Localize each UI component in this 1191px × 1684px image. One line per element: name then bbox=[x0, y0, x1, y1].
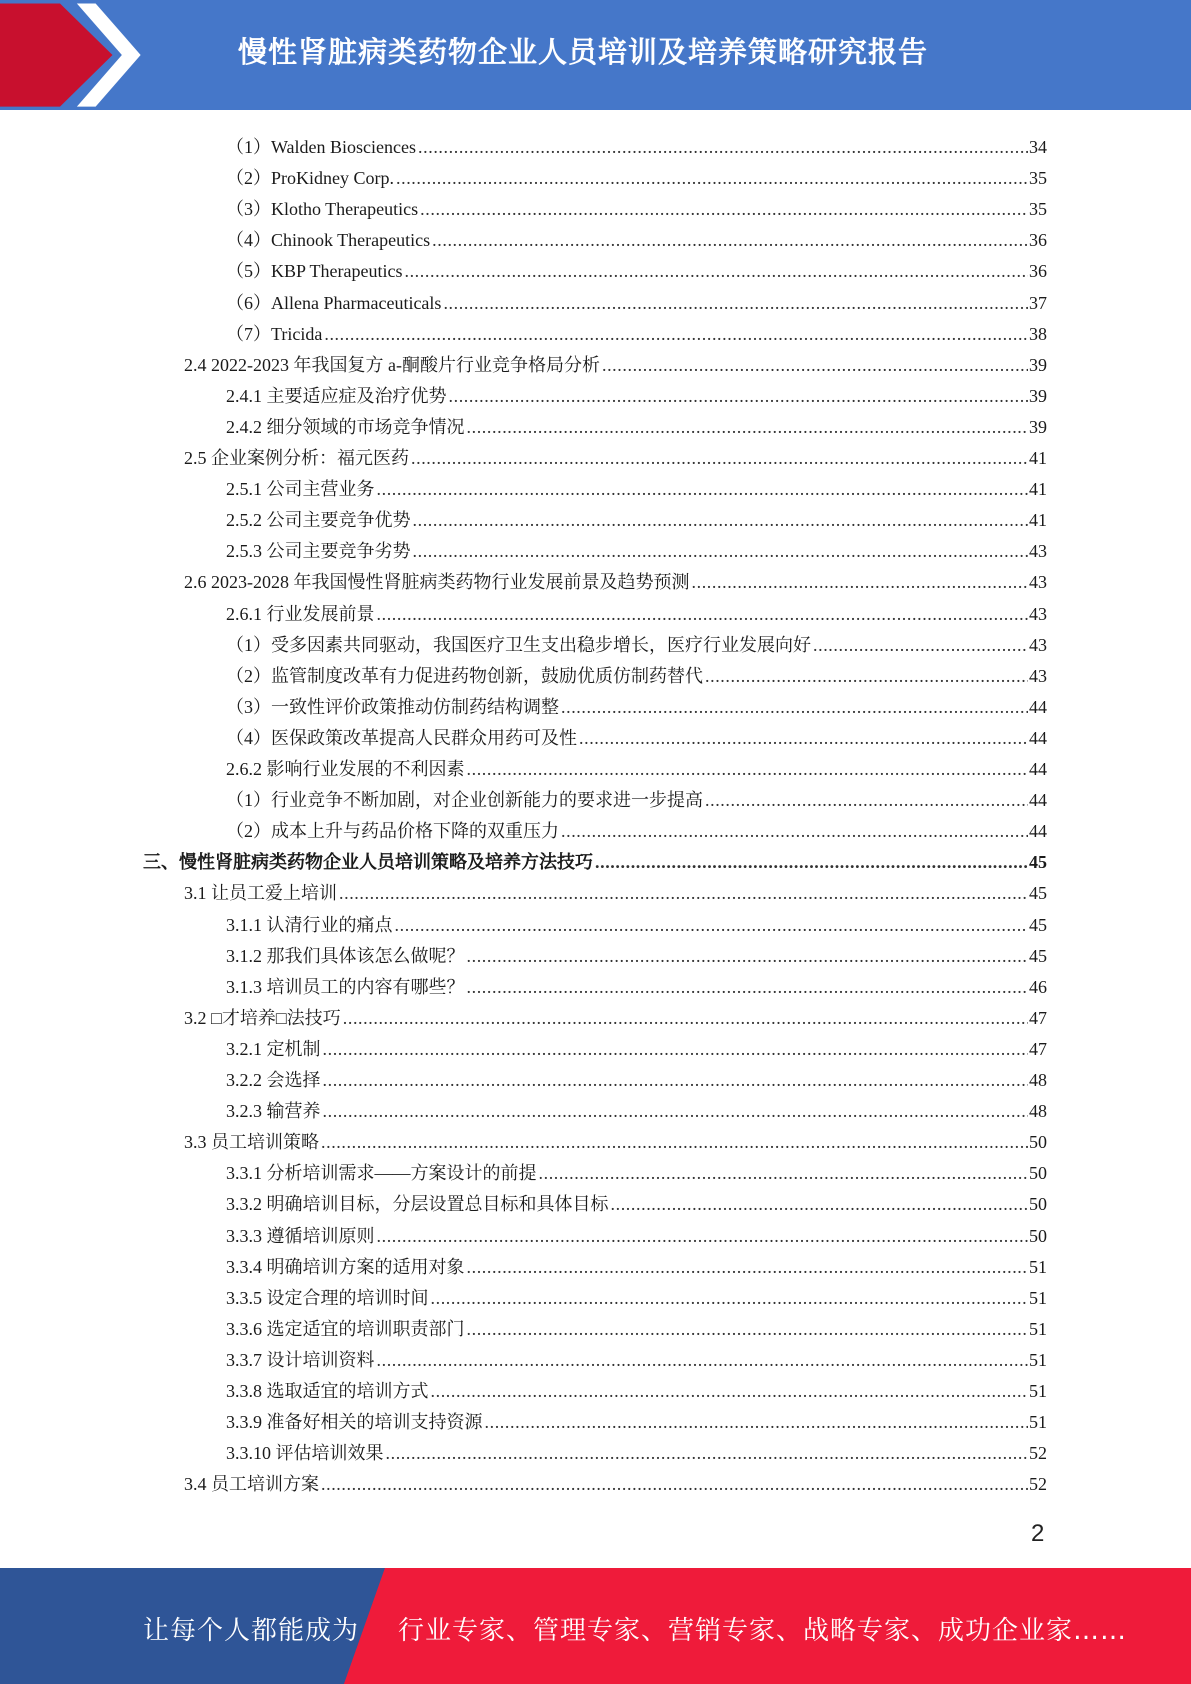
toc-entry-page: 45 bbox=[1029, 914, 1047, 935]
toc-entry[interactable] bbox=[226, 625, 1047, 656]
toc-entry[interactable] bbox=[226, 1402, 1047, 1433]
toc-entry-page: 52 bbox=[1029, 1474, 1047, 1495]
toc-entry-page: 51 bbox=[1029, 1318, 1047, 1339]
toc-dot-leader bbox=[413, 540, 1029, 562]
toc-entry[interactable] bbox=[184, 438, 1047, 469]
toc-entry[interactable] bbox=[226, 594, 1047, 625]
toc-entry[interactable] bbox=[226, 967, 1047, 998]
toc-entry-label: （4）医保政策改革提高人民群众用药可及性 bbox=[226, 727, 577, 748]
toc-entry-page: 45 bbox=[1029, 852, 1047, 873]
toc-entry[interactable] bbox=[226, 1153, 1047, 1184]
toc-entry-label: 3.3.8 选取适宜的培训方式 bbox=[226, 1381, 429, 1401]
toc-entry-page: 43 bbox=[1029, 603, 1047, 624]
toc-entry[interactable] bbox=[184, 1464, 1047, 1495]
toc-entry-label: 3.3.9 准备好相关的培训支持资源 bbox=[226, 1412, 483, 1433]
toc-dot-leader bbox=[467, 416, 1029, 438]
toc-entry-label: 2.5.1 公司主营业务 bbox=[226, 479, 375, 500]
toc-entry[interactable] bbox=[226, 251, 1047, 282]
toc-entry[interactable] bbox=[226, 1247, 1047, 1278]
toc-entry-label: （1）Walden Biosciences bbox=[226, 137, 417, 157]
toc-entry-label: （4）Chinook Therapeutics bbox=[226, 230, 431, 251]
report-title: 慢性肾脏病类药物企业人员培训及培养策略研究报告 bbox=[238, 35, 929, 69]
toc-dot-leader bbox=[323, 1038, 1029, 1060]
toc-entry-page: 39 bbox=[1029, 354, 1047, 375]
toc-dot-leader bbox=[323, 1069, 1029, 1091]
toc-dot-leader bbox=[467, 758, 1029, 780]
toc-entry[interactable] bbox=[226, 283, 1047, 314]
toc-dot-leader bbox=[432, 229, 1028, 251]
toc-entry-label: 2.5 企业案例分析：福元医药 bbox=[184, 448, 409, 468]
footer-slogan-right: 行业专家、管理专家、营销专家、战略专家、成功企业家…… bbox=[398, 1616, 1128, 1646]
page-number: 2 bbox=[1031, 1520, 1045, 1547]
toc-entry-page: 50 bbox=[1029, 1132, 1047, 1153]
toc-entry-label: （7）Tricida bbox=[226, 323, 323, 344]
toc-entry-page: 44 bbox=[1029, 821, 1047, 842]
toc-entry[interactable] bbox=[226, 407, 1047, 438]
toc-entry-label: （6）Allena Pharmaceuticals bbox=[226, 292, 442, 313]
toc-dot-leader bbox=[467, 945, 1029, 967]
footer-slogan-left: 让每个人都能成为 bbox=[143, 1616, 360, 1646]
toc-entry-label: 3.3.10 评估培训效果 bbox=[226, 1443, 384, 1464]
toc-entry-page: 34 bbox=[1029, 137, 1047, 157]
toc-entry-page: 38 bbox=[1029, 323, 1047, 344]
toc-entry[interactable] bbox=[226, 687, 1047, 718]
toc-entry-page: 44 bbox=[1029, 727, 1047, 748]
toc-entry-label: （1）行业竞争不断加剧，对企业创新能力的要求进一步提高 bbox=[226, 790, 703, 811]
toc-entry-page: 45 bbox=[1029, 883, 1047, 904]
toc-entry-page: 43 bbox=[1029, 541, 1047, 562]
toc-entry[interactable] bbox=[226, 189, 1047, 220]
toc-entry-label: 3.2.1 定机制 bbox=[226, 1038, 321, 1059]
toc-dot-leader bbox=[404, 260, 1028, 282]
toc-entry-label: 三、慢性肾脏病类药物企业人员培训策略及培养方法技巧 bbox=[143, 852, 593, 873]
toc-entry[interactable] bbox=[184, 998, 1047, 1029]
toc-dot-leader bbox=[431, 1380, 1029, 1402]
toc-entry-label: 3.2.3 输营养 bbox=[226, 1101, 321, 1122]
toc-entry-page: 44 bbox=[1029, 759, 1047, 779]
toc-entry[interactable] bbox=[226, 1216, 1047, 1247]
toc-entry-page: 50 bbox=[1029, 1194, 1047, 1215]
toc-entry[interactable] bbox=[226, 1278, 1047, 1309]
toc-entry-label: 3.1 让员工爱上培训 bbox=[184, 883, 337, 904]
toc-dot-leader bbox=[705, 789, 1028, 811]
toc-dot-leader bbox=[324, 323, 1028, 345]
toc-dot-leader bbox=[396, 167, 1028, 189]
toc-entry-label: 3.3.2 明确培训目标，分层设置总目标和具体目标 bbox=[226, 1194, 609, 1215]
toc-entry[interactable] bbox=[226, 718, 1047, 749]
toc-entry[interactable] bbox=[226, 936, 1047, 967]
toc-dot-leader bbox=[539, 1162, 1029, 1184]
toc-entry-label: 2.4 2022-2023 年我国复方 a-酮酸片行业竞争格局分析 bbox=[184, 354, 600, 375]
toc-entry[interactable] bbox=[226, 656, 1047, 687]
toc-entry-label: 2.4.2 细分领域的市场竞争情况 bbox=[226, 416, 465, 437]
toc-entry[interactable] bbox=[226, 749, 1047, 780]
toc-entry[interactable] bbox=[226, 127, 1047, 158]
page-footer bbox=[0, 1568, 1191, 1684]
toc-entry-label: 2.6.2 影响行业发展的不利因素 bbox=[226, 759, 465, 779]
toc-dot-leader bbox=[377, 1349, 1029, 1371]
toc-entry[interactable] bbox=[226, 1433, 1047, 1464]
toc-entry-page: 50 bbox=[1029, 1163, 1047, 1184]
toc-entry-label: 3.3.7 设计培训资料 bbox=[226, 1349, 375, 1370]
toc-entry-page: 51 bbox=[1029, 1349, 1047, 1370]
toc-dot-leader bbox=[321, 1131, 1028, 1153]
toc-entry[interactable] bbox=[184, 562, 1047, 593]
toc-dot-leader bbox=[467, 976, 1029, 998]
toc-dot-leader bbox=[449, 385, 1029, 407]
toc-entry[interactable] bbox=[226, 220, 1047, 251]
toc-entry-page: 36 bbox=[1029, 261, 1047, 282]
toc-entry[interactable] bbox=[226, 376, 1047, 407]
toc-dot-leader bbox=[395, 914, 1029, 936]
toc-entry[interactable] bbox=[226, 158, 1047, 189]
toc-entry-page: 43 bbox=[1029, 634, 1047, 655]
toc-dot-leader bbox=[595, 851, 1028, 873]
toc-dot-leader bbox=[418, 136, 1028, 158]
toc-entry-label: 3.2.2 会选择 bbox=[226, 1070, 321, 1090]
toc-entry-label: 2.6.1 行业发展前景 bbox=[226, 603, 375, 624]
toc-entry-page: 50 bbox=[1029, 1225, 1047, 1246]
toc-entry-label: （3）一致性评价政策推动仿制药结构调整 bbox=[226, 696, 559, 717]
toc-entry-page: 47 bbox=[1029, 1038, 1047, 1059]
toc-entry[interactable] bbox=[226, 1309, 1047, 1340]
toc-entry-page: 51 bbox=[1029, 1381, 1047, 1401]
toc-entry-label: 3.3.4 明确培训方案的适用对象 bbox=[226, 1256, 465, 1277]
toc-entry-label: （3）Klotho Therapeutics bbox=[226, 199, 419, 220]
toc-dot-leader bbox=[485, 1411, 1029, 1433]
toc-entry-label: 3.1.1 认清行业的痛点 bbox=[226, 914, 393, 935]
header-chevron-decoration bbox=[0, 0, 150, 110]
toc-entry[interactable] bbox=[226, 1371, 1047, 1402]
toc-dot-leader bbox=[420, 198, 1028, 220]
toc-entry-page: 52 bbox=[1029, 1443, 1047, 1464]
toc-dot-leader bbox=[321, 1473, 1028, 1495]
toc-dot-leader bbox=[413, 509, 1029, 531]
toc-dot-leader bbox=[377, 1225, 1029, 1247]
toc-dot-leader bbox=[411, 447, 1028, 469]
toc-dot-leader bbox=[561, 820, 1028, 842]
toc-entry-page: 41 bbox=[1029, 448, 1047, 468]
toc-entry-page: 46 bbox=[1029, 976, 1047, 997]
toc-entry[interactable] bbox=[226, 531, 1047, 562]
toc-entry-label: 3.3.6 选定适宜的培训职责部门 bbox=[226, 1318, 465, 1339]
toc-dot-leader bbox=[579, 727, 1028, 749]
toc-dot-leader bbox=[692, 571, 1029, 593]
toc-entry-label: 3.3.5 设定合理的培训时间 bbox=[226, 1287, 429, 1308]
toc-entry-label: （2）成本上升与药品价格下降的双重压力 bbox=[226, 821, 559, 842]
toc-entry-label: 3.1.2 那我们具体该怎么做呢？ bbox=[226, 945, 465, 966]
page-header bbox=[0, 0, 1191, 110]
toc-entry-page: 35 bbox=[1029, 168, 1047, 189]
toc-entry[interactable] bbox=[226, 780, 1047, 811]
toc-entry[interactable] bbox=[184, 345, 1047, 376]
toc-entry-page: 43 bbox=[1029, 665, 1047, 686]
toc-entry[interactable] bbox=[226, 1184, 1047, 1215]
toc-dot-leader bbox=[339, 882, 1028, 904]
toc-entry-page: 47 bbox=[1029, 1007, 1047, 1028]
toc-entry-page: 37 bbox=[1029, 292, 1047, 313]
toc-entry[interactable] bbox=[226, 314, 1047, 345]
toc-dot-leader bbox=[377, 603, 1029, 625]
toc-entry-label: 2.4.1 主要适应症及治疗优势 bbox=[226, 385, 447, 406]
toc-dot-leader bbox=[377, 478, 1029, 500]
toc-entry-page: 48 bbox=[1029, 1101, 1047, 1122]
toc-entry-page: 51 bbox=[1029, 1256, 1047, 1277]
toc-entry-label: 3.3.1 分析培训需求——方案设计的前提 bbox=[226, 1163, 537, 1184]
toc-entry[interactable] bbox=[226, 811, 1047, 842]
toc-entry-page: 51 bbox=[1029, 1412, 1047, 1433]
toc-entry[interactable] bbox=[226, 469, 1047, 500]
toc-entry[interactable] bbox=[226, 500, 1047, 531]
toc-dot-leader bbox=[611, 1193, 1029, 1215]
toc-entry-page: 43 bbox=[1029, 572, 1047, 593]
toc-entry-label: 2.5.3 公司主要竞争劣势 bbox=[226, 541, 411, 562]
toc-dot-leader bbox=[705, 665, 1028, 687]
toc-entry-page: 51 bbox=[1029, 1287, 1047, 1308]
toc-entry-page: 44 bbox=[1029, 696, 1047, 717]
toc-entry-label: （5）KBP Therapeutics bbox=[226, 261, 403, 282]
toc-entry-label: 3.4 员工培训方案 bbox=[184, 1474, 319, 1495]
toc-entry-page: 41 bbox=[1029, 510, 1047, 531]
toc-entry[interactable] bbox=[226, 1091, 1047, 1122]
toc-entry-label: （1）受多因素共同驱动，我国医疗卫生支出稳步增长，医疗行业发展向好 bbox=[226, 634, 811, 655]
toc-entry-page: 48 bbox=[1029, 1070, 1047, 1090]
toc-entry[interactable] bbox=[226, 1060, 1047, 1091]
toc-dot-leader bbox=[443, 292, 1028, 314]
toc-entry-page: 45 bbox=[1029, 945, 1047, 966]
toc-entry[interactable] bbox=[184, 1122, 1047, 1153]
toc-entry-label: （2）ProKidney Corp. bbox=[226, 168, 394, 189]
toc-entry-label: （2）监管制度改革有力促进药物创新，鼓励优质仿制药替代 bbox=[226, 665, 703, 686]
toc-entry[interactable] bbox=[226, 905, 1047, 936]
toc-entry-label: 3.1.3 培训员工的内容有哪些？ bbox=[226, 976, 465, 997]
toc-entry[interactable] bbox=[184, 873, 1047, 904]
toc-dot-leader bbox=[431, 1287, 1029, 1309]
toc-entry-label: 3.2 □才培养□法技巧 bbox=[184, 1007, 341, 1028]
toc-entry-page: 35 bbox=[1029, 199, 1047, 220]
toc-entry-label: 3.3 员工培训策略 bbox=[184, 1132, 319, 1153]
toc-entry-page: 39 bbox=[1029, 385, 1047, 406]
toc-entry-page: 36 bbox=[1029, 230, 1047, 251]
toc-dot-leader bbox=[561, 696, 1028, 718]
toc-entry[interactable] bbox=[226, 1029, 1047, 1060]
toc-entry-page: 41 bbox=[1029, 479, 1047, 500]
toc-dot-leader bbox=[467, 1256, 1029, 1278]
toc-dot-leader bbox=[343, 1007, 1028, 1029]
toc-entry-label: 2.5.2 公司主要竞争优势 bbox=[226, 510, 411, 531]
toc-entry-label: 2.6 2023-2028 年我国慢性肾脏病类药物行业发展前景及趋势预测 bbox=[184, 572, 690, 593]
toc-entry[interactable] bbox=[143, 842, 1047, 873]
toc-entry-label: 3.3.3 遵循培训原则 bbox=[226, 1225, 375, 1246]
toc-dot-leader bbox=[323, 1100, 1029, 1122]
toc-dot-leader bbox=[386, 1442, 1029, 1464]
toc-entry[interactable] bbox=[226, 1340, 1047, 1371]
toc-dot-leader bbox=[467, 1318, 1029, 1340]
toc-dot-leader bbox=[602, 354, 1028, 376]
toc-entry-page: 44 bbox=[1029, 790, 1047, 811]
toc-entry-page: 39 bbox=[1029, 416, 1047, 437]
toc-dot-leader bbox=[813, 634, 1028, 656]
